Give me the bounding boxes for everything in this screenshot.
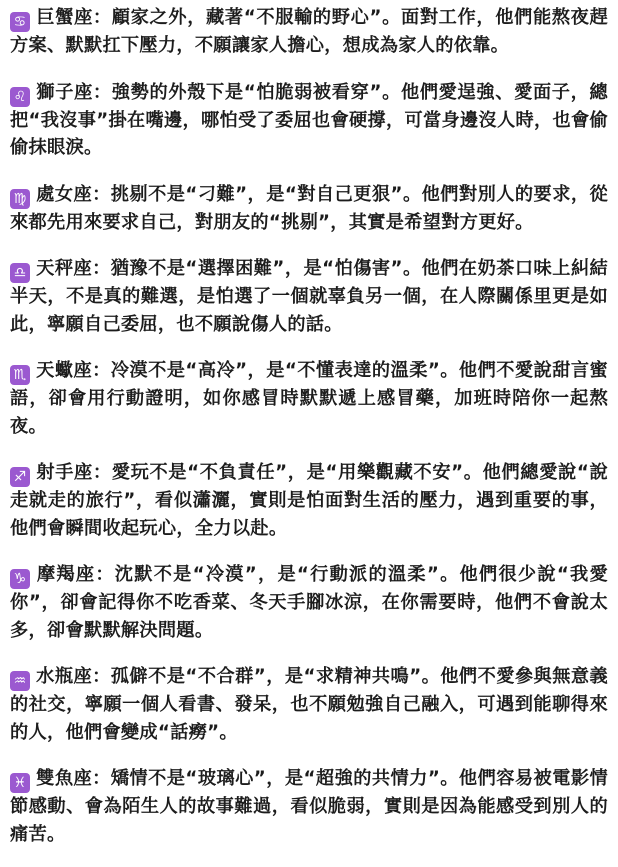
scorpio-icon: ♏ [10, 365, 30, 385]
leo-icon: ♌ [10, 87, 30, 107]
pisces-icon: ♓ [10, 773, 30, 793]
entry-cancer [10, 4, 608, 60]
entry-pisces [10, 765, 608, 848]
entry-text: 天蠍座：冷漠不是“高冷”，是“不懂表達的溫柔”。他們不愛說甜言蜜語，卻會用行動證明，如你感冒時默默遞上感冒藥，加班時陪你一起熬夜。 [10, 360, 608, 437]
entry-text: 天秤座：猶豫不是“選擇困難”，是“怕傷害”。他們在奶茶口味上糾結半天，不是真的難選，是怕選了一個就辜負另一個，在人際關係里更是如此，寧願自己委屈，也不願說傷人的話。 [10, 258, 608, 335]
entry-text: 巨蟹座：顧家之外，藏著“不服輸的野心”。面對工作，他們能熬夜趕方案、默默扛下壓力，不願讓家人擔心，想成為家人的依靠。 [10, 7, 608, 56]
libra-icon: ♎ [10, 263, 30, 283]
entry-capricorn [10, 561, 608, 644]
entry-aquarius [10, 663, 608, 746]
entry-text: 射手座：愛玩不是“不負責任”，是“用樂觀藏不安”。他們總愛說“說走就走的旅行”，看似瀟灑，實則是怕面對生活的壓力，遇到重要的事，他們會瞬間收起玩心，全力以赴。 [10, 462, 608, 539]
entry-libra [10, 255, 608, 338]
entry-sagittarius [10, 459, 608, 542]
entry-text: 水瓶座：孤僻不是“不合群”，是“求精神共鳴”。他們不愛參與無意義的社交，寧願一個人看書、發呆，也不願勉強自己融入，可遇到能聊得來的人，他們會變成“話癆”。 [10, 666, 608, 743]
entry-text: 摩羯座：沈默不是“冷漠”，是“行動派的溫柔”。他們很少說“我愛你”，卻會記得你不吃香菜、冬天手腳冰涼，在你需要時，他們不會說太多，卻會默默解決問題。 [10, 564, 608, 641]
entry-text: 處女座：挑剔不是“刁難”，是“對自己更狠”。他們對別人的要求，從來都先用來要求自己，對朋友的“挑剔”，其實是希望對方更好。 [10, 183, 608, 233]
zodiac-article [10, 4, 608, 867]
entry-text: 雙魚座：矯情不是“玻璃心”，是“超強的共情力”。他們容易被電影情節感動、會為陌生人的故事難過，看似脆弱，實則是因為能感受到別人的痛苦。 [10, 768, 608, 845]
virgo-icon: ♍ [10, 189, 30, 209]
aquarius-icon: ♒ [10, 671, 30, 691]
capricorn-icon: ♑ [10, 569, 30, 589]
sagittarius-icon: ♐ [10, 467, 30, 487]
cancer-icon: ♋ [10, 12, 30, 32]
entry-scorpio [10, 357, 608, 440]
entry-text: 獅子座：強勢的外殼下是“怕脆弱被看穿”。他們愛逞強、愛面子，總把“我沒事”掛在嘴邊，哪怕受了委屈也會硬撐，可當身邊沒人時，也會偷偷抹眼淚。 [10, 81, 608, 158]
entry-leo [10, 79, 608, 162]
entry-virgo [10, 181, 608, 237]
